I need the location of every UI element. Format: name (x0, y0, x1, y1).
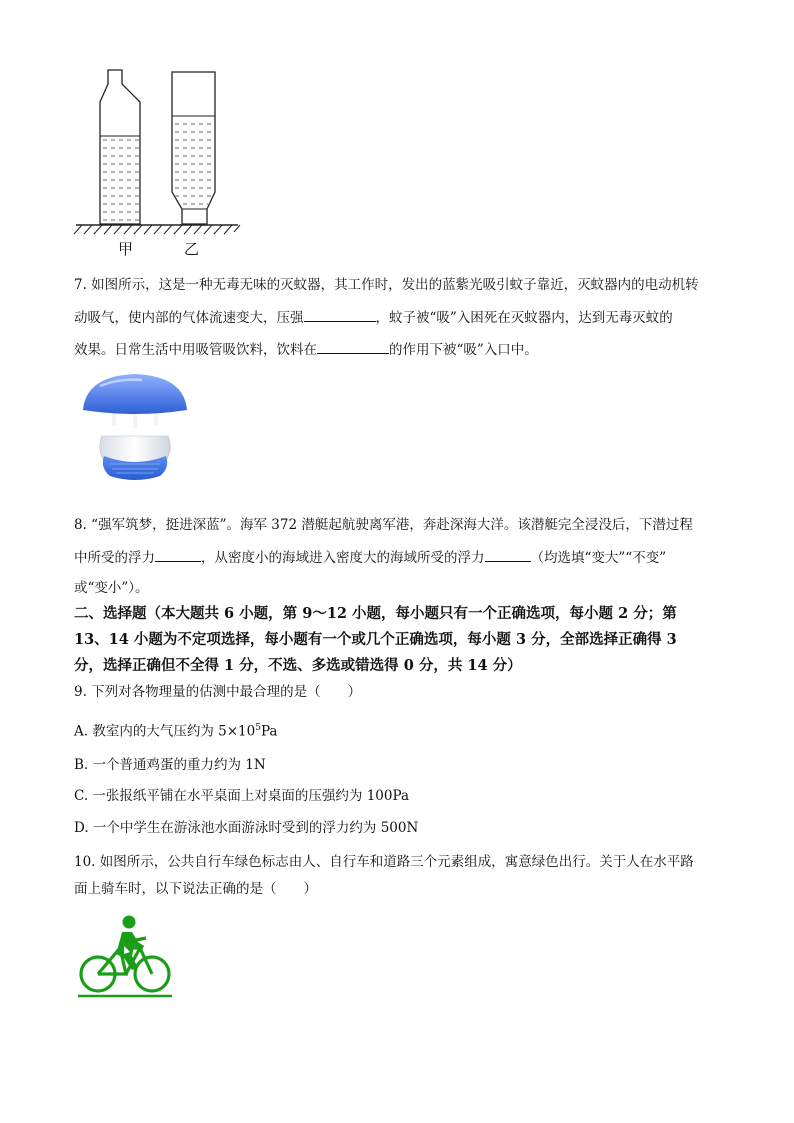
q7-line3-b: 的作用下被“吸”入口中。 (389, 342, 538, 358)
q8-line1: 8. “强军筑梦，挺进深蓝”。海军 372 潜艇起航驶离军港，奔赴深海大洋。该潜艇完全浸没后，下潜过程 (74, 517, 693, 533)
q9-option-a-unit: Pa (260, 723, 278, 740)
label-yi: 乙 (184, 240, 200, 258)
q8-blank-2[interactable] (485, 547, 531, 562)
section2-line2: 13、14 小题为不定项选择，每小题有一个或几个正确选项，每小题 3 分，全部选择正确得 3 (74, 631, 677, 648)
q9-option-b[interactable]: B. 一个普通鸡蛋的重力约为 1N (74, 757, 266, 773)
q10-line2: 面上骑车时，以下说法正确的是（ ） (74, 881, 317, 897)
q8-line2-b: ，从密度小的海域进入密度大的海域所受的浮力 (201, 550, 485, 566)
q7-line3 (74, 339, 538, 360)
q7-line2 (74, 307, 673, 328)
green-bicycle-logo (74, 910, 178, 1002)
q8-line2-c: （均选填“变大”“不变” (530, 550, 667, 566)
ground (74, 225, 240, 234)
q7-line1: 7. 如图所示，这是一种无毒无味的灭蚊器，其工作时，发出的蓝紫光吸引蚊子靠近，灭蚊器内的电动机转 (74, 277, 699, 293)
q10-line1: 10. 如图所示，公共自行车绿色标志由人、自行车和道路三个元素组成，寓意绿色出行。关于人在水平路 (74, 854, 694, 870)
q9-stem: 9. 下列对各物理量的估测中最合理的是（ ） (74, 684, 362, 700)
q8-line2 (74, 547, 666, 568)
q7-line2-a: 动吸气，使内部的气体流速变大，压强 (74, 310, 304, 326)
bottles-figure (70, 64, 250, 264)
q8-blank-1[interactable] (155, 547, 201, 562)
section2-line3: 分，选择正确但不全得 1 分，不选、多选或错选得 0 分，共 14 分） (74, 657, 522, 674)
q9-option-a-exponent: 5 (255, 723, 261, 733)
q9-option-d[interactable]: D. 一个中学生在游泳池水面游泳时受到的浮力约为 500N (74, 820, 419, 836)
q8-line3: 或“变小”）。 (74, 580, 149, 596)
q7-line2-b: ，蚊子被“吸”入困死在灭蚊器内，达到无毒灭蚊的 (375, 310, 673, 326)
mosquito-lamp-figure (80, 372, 190, 484)
q7-blank-2[interactable] (317, 339, 389, 354)
q7-line3-a: 效果。日常生活中用吸管吸饮料，饮料在 (74, 342, 317, 358)
q9-option-a[interactable] (74, 718, 277, 742)
q8-line2-a: 中所受的浮力 (74, 550, 155, 566)
section2-line1: 二、选择题（本大题共 6 小题，第 9～12 小题，每小题只有一个正确选项，每小题 2 分；第 (74, 605, 677, 622)
label-jia: 甲 (118, 240, 134, 258)
q7-blank-1[interactable] (304, 307, 376, 322)
bottle-jia (100, 70, 140, 224)
q9-option-c[interactable]: C. 一张报纸平铺在水平桌面上对桌面的压强约为 100Pa (74, 788, 410, 804)
bottle-yi (172, 72, 215, 224)
q9-option-a-text: A. 教室内的大气压约为 5×10 (74, 723, 256, 740)
